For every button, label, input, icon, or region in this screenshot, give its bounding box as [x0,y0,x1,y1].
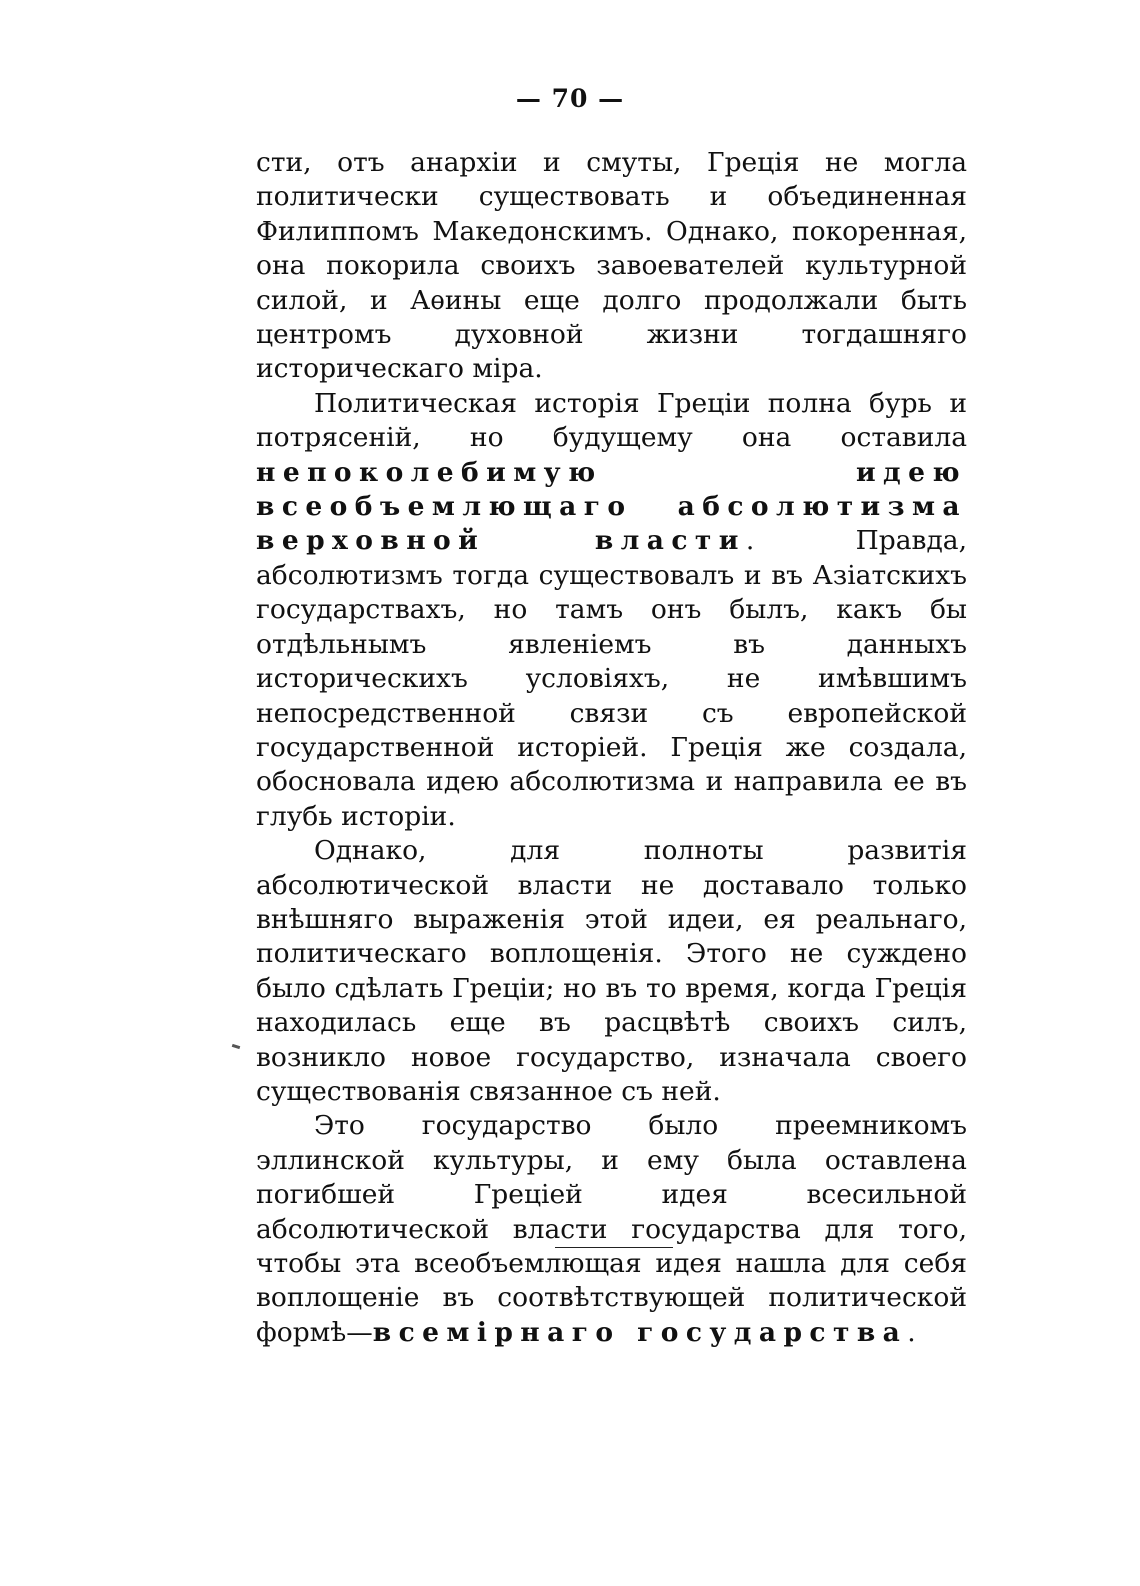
page-number: — 70 — [515,84,625,113]
paragraph-text: Это государство было преемникомъ эллинской культуры, и ему была оставлена погибшей Греціей идея всесильной абсолютической власти государства для того, чтобы эта всеобъемлющая идея нашла для себя воплощеніе въ соотвѣтствующей политической формѣ— [256,1110,967,1348]
print-speck [232,1044,241,1049]
paragraph-text: Однако, для полноты развитія абсолютической власти не доставало только внѣшняго выраженія этой идеи, ея реальнаго, политическаго воплощенія. Этого не суждено было сдѣлать Греціи; но въ то время, когда Греція находилась еще въ расцвѣтѣ своихъ силъ, возникло новое государство, изначала своего существованія связанное съ ней. [256,835,967,1107]
spaced-emphasis: непоколебимую идею всеобъемлющаго абсолютизма верховной власти [256,456,967,557]
paragraph-text: . [907,1316,916,1348]
paragraph-4 [256,1109,967,1350]
spaced-emphasis: всемірнаго государства [372,1316,908,1348]
paragraph-1 [256,146,967,387]
paragraph-text: сти, отъ анархіи и смуты, Греція не могла политически существовать и объединенная Филиппомъ Македонскимъ. Однако, покоренная, она покорила своихъ завоевателей культурной силой, и Аѳины еще долго продолжали быть центромъ духовной жизни тогдашняго историческаго міра. [256,147,967,385]
body-text [256,146,967,1350]
paragraph-3 [256,834,967,1109]
paragraph-2 [256,387,967,834]
end-rule [555,1247,673,1248]
paragraph-text: . Правда, абсолютизмъ тогда существовалъ и въ Азіатскихъ государствахъ, но тамъ онъ былъ, какъ бы отдѣльнымъ явленіемъ въ данныхъ историческихъ условіяхъ, не имѣвшимъ непосредственной связи съ европейской государственной исторіей. Греція же создала, обосновала идею абсолютизма и направила ее въ глубь исторіи. [256,525,967,832]
paragraph-text: Политическая исторія Греціи полна бурь и потрясеній, но будущему она оставила [256,387,967,454]
